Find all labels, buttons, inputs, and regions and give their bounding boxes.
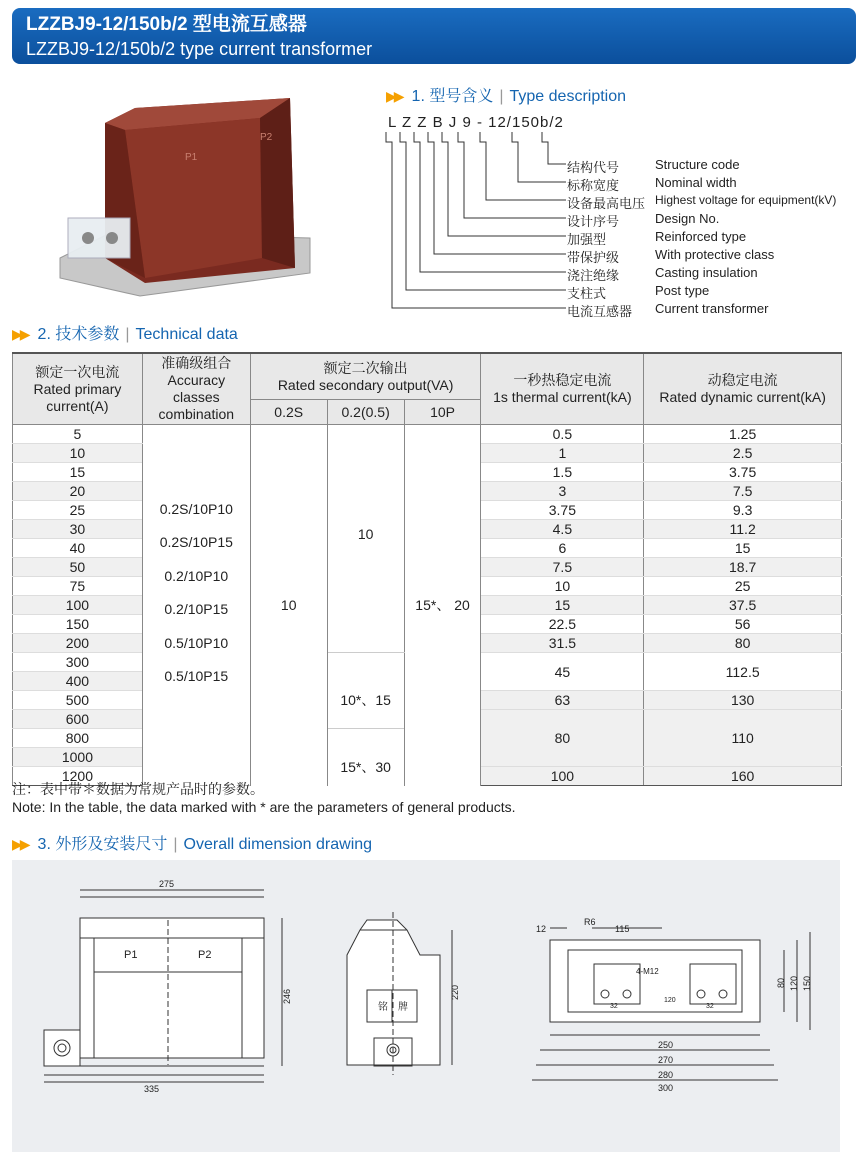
front-label-p1: P1 bbox=[124, 949, 138, 961]
cell-dynamic: 11.2 bbox=[644, 520, 842, 539]
dim-plan-80: 80 bbox=[776, 977, 786, 988]
cell-primary: 1200 bbox=[13, 767, 143, 786]
dim-side-height: 220 bbox=[450, 984, 460, 1000]
dim-plan-32a: 32 bbox=[610, 1003, 618, 1010]
section2-title-en: Technical data bbox=[135, 326, 238, 343]
cell-out-02-c: 15*、30 bbox=[327, 729, 404, 786]
cell-dynamic: 9.3 bbox=[644, 501, 842, 520]
side-view bbox=[347, 912, 452, 1075]
dim-front-bottom: 335 bbox=[144, 1084, 160, 1094]
cell-primary: 300 bbox=[13, 653, 143, 672]
cell-dynamic: 56 bbox=[644, 615, 842, 634]
cell-out-10p: 15*、 20 bbox=[404, 425, 481, 786]
section2-title: ▶▶ 2. 技术参数 | Technical data bbox=[12, 326, 238, 343]
note-en: Note: In the table, the data marked with * are the parameters of general products. bbox=[12, 799, 516, 815]
cell-primary: 800 bbox=[13, 729, 143, 748]
cell-out-02-a: 10 bbox=[327, 425, 404, 653]
dimension-drawing bbox=[12, 860, 840, 1152]
dim-plan-270: 270 bbox=[658, 1055, 674, 1065]
cell-primary: 400 bbox=[13, 672, 143, 691]
cell-primary: 75 bbox=[13, 577, 143, 596]
cell-primary: 25 bbox=[13, 501, 143, 520]
header-dynamic-current: 动稳定电流 Rated dynamic current(kA) bbox=[644, 353, 842, 425]
title-banner bbox=[12, 8, 856, 64]
cell-primary: 50 bbox=[13, 558, 143, 577]
dim-plan-115: 115 bbox=[615, 924, 630, 934]
note-cn: 注：表中带＊数据为常规产品时的参数。 bbox=[12, 781, 264, 797]
section1-title-en: Type description bbox=[509, 88, 627, 105]
dim-plan-r6: R6 bbox=[584, 917, 596, 927]
double-arrow-icon: ▶▶ bbox=[12, 836, 28, 852]
dim-plan-120: 120 bbox=[664, 997, 676, 1004]
cell-primary: 20 bbox=[13, 482, 143, 501]
dim-front-top: 275 bbox=[159, 879, 175, 889]
header-10p: 10P bbox=[404, 400, 481, 425]
header-secondary-output: 额定二次输出 Rated secondary output(VA) bbox=[250, 353, 481, 400]
cell-thermal: 10 bbox=[481, 577, 644, 596]
cell-dynamic: 18.7 bbox=[644, 558, 842, 577]
cell-thermal: 31.5 bbox=[481, 634, 644, 653]
cell-dynamic: 1.25 bbox=[644, 425, 842, 444]
front-label-p2: P2 bbox=[198, 949, 212, 961]
cell-primary: 1000 bbox=[13, 748, 143, 767]
section3-title-cn: 外形及安装尺寸 bbox=[55, 836, 168, 853]
cell-thermal: 45 bbox=[481, 653, 644, 691]
section3-title: ▶▶ 3. 外形及安装尺寸 | Overall dimension drawing bbox=[12, 836, 373, 853]
front-view bbox=[44, 890, 282, 1082]
photo-label-p1: P1 bbox=[185, 152, 198, 163]
dim-plan-32b: 32 bbox=[706, 1003, 714, 1010]
cell-primary: 100 bbox=[13, 596, 143, 615]
cell-primary: 200 bbox=[13, 634, 143, 653]
cell-primary: 40 bbox=[13, 539, 143, 558]
header-0-2s: 0.2S bbox=[250, 400, 327, 425]
cell-thermal: 7.5 bbox=[481, 558, 644, 577]
cell-out-02-b: 10*、15 bbox=[327, 653, 404, 729]
section2-title-cn: 技术参数 bbox=[55, 326, 120, 343]
cell-dynamic: 37.5 bbox=[644, 596, 842, 615]
cell-primary: 150 bbox=[13, 615, 143, 634]
cell-accuracy-list: 0.2S/10P10 0.2S/10P15 0.2/10P10 0.2/10P15 0.5/10P10 0.5/10P15 bbox=[142, 425, 250, 786]
side-plate-right: 牌 bbox=[398, 1002, 408, 1013]
cell-thermal: 1.5 bbox=[481, 463, 644, 482]
cell-thermal: 3 bbox=[481, 482, 644, 501]
cell-primary: 5 bbox=[13, 425, 143, 444]
cell-thermal: 3.75 bbox=[481, 501, 644, 520]
cell-thermal: 80 bbox=[481, 710, 644, 767]
cell-primary: 30 bbox=[13, 520, 143, 539]
title-en: LZZBJ9-12/150b/2 type current transformer bbox=[26, 39, 373, 59]
cell-out-02s: 10 bbox=[250, 425, 327, 786]
header-primary-current: 额定一次电流 Rated primary current(A) bbox=[13, 353, 143, 425]
cell-thermal: 4.5 bbox=[481, 520, 644, 539]
cell-dynamic: 80 bbox=[644, 634, 842, 653]
section1-title-cn: 型号含义 bbox=[429, 88, 494, 105]
model-bracket-lines bbox=[380, 128, 580, 318]
title-cn: LZZBJ9-12/150b/2 型电流互感器 bbox=[26, 14, 307, 35]
cell-thermal: 1 bbox=[481, 444, 644, 463]
cell-primary: 10 bbox=[13, 444, 143, 463]
dim-plan-120v: 120 bbox=[789, 975, 799, 991]
technical-data-table bbox=[12, 352, 842, 786]
cell-primary: 15 bbox=[13, 463, 143, 482]
cell-dynamic: 7.5 bbox=[644, 482, 842, 501]
dim-plan-150: 150 bbox=[802, 975, 812, 991]
cell-dynamic: 3.75 bbox=[644, 463, 842, 482]
cell-thermal: 0.5 bbox=[481, 425, 644, 444]
header-thermal-current: 一秒热稳定电流 1s thermal current(kA) bbox=[481, 353, 644, 425]
photo-label-p2: P2 bbox=[260, 132, 273, 143]
dim-front-height: 246 bbox=[282, 988, 292, 1004]
model-code: L Z Z B J 9 - 12/150b/2 bbox=[388, 114, 564, 131]
header-accuracy: 准确级组合 Accuracy classes combination bbox=[142, 353, 250, 425]
cell-dynamic: 25 bbox=[644, 577, 842, 596]
cell-thermal: 15 bbox=[481, 596, 644, 615]
cell-dynamic: 110 bbox=[644, 710, 842, 767]
double-arrow-icon: ▶▶ bbox=[386, 88, 402, 104]
cell-primary: 500 bbox=[13, 691, 143, 710]
dim-plan-12: 12 bbox=[536, 924, 547, 934]
cell-dynamic: 112.5 bbox=[644, 653, 842, 691]
section1-title: ▶▶ 1. 型号含义 | Type description bbox=[386, 88, 627, 105]
cell-thermal: 100 bbox=[481, 767, 644, 786]
product-photo bbox=[50, 78, 320, 310]
dim-plan-m12: 4-M12 bbox=[636, 967, 659, 976]
cell-thermal: 6 bbox=[481, 539, 644, 558]
header-0-2-0-5: 0.2(0.5) bbox=[327, 400, 404, 425]
cell-thermal: 63 bbox=[481, 691, 644, 710]
dim-plan-250: 250 bbox=[658, 1040, 674, 1050]
cell-dynamic: 2.5 bbox=[644, 444, 842, 463]
cell-dynamic: 130 bbox=[644, 691, 842, 710]
double-arrow-icon: ▶▶ bbox=[12, 326, 28, 342]
cell-primary: 600 bbox=[13, 710, 143, 729]
cell-dynamic: 15 bbox=[644, 539, 842, 558]
dim-plan-280: 280 bbox=[658, 1070, 674, 1080]
side-plate-left: 铭 bbox=[378, 1002, 388, 1013]
cell-dynamic: 160 bbox=[644, 767, 842, 786]
dim-plan-300: 300 bbox=[658, 1083, 674, 1093]
cell-thermal: 22.5 bbox=[481, 615, 644, 634]
section3-title-en: Overall dimension drawing bbox=[183, 836, 373, 853]
